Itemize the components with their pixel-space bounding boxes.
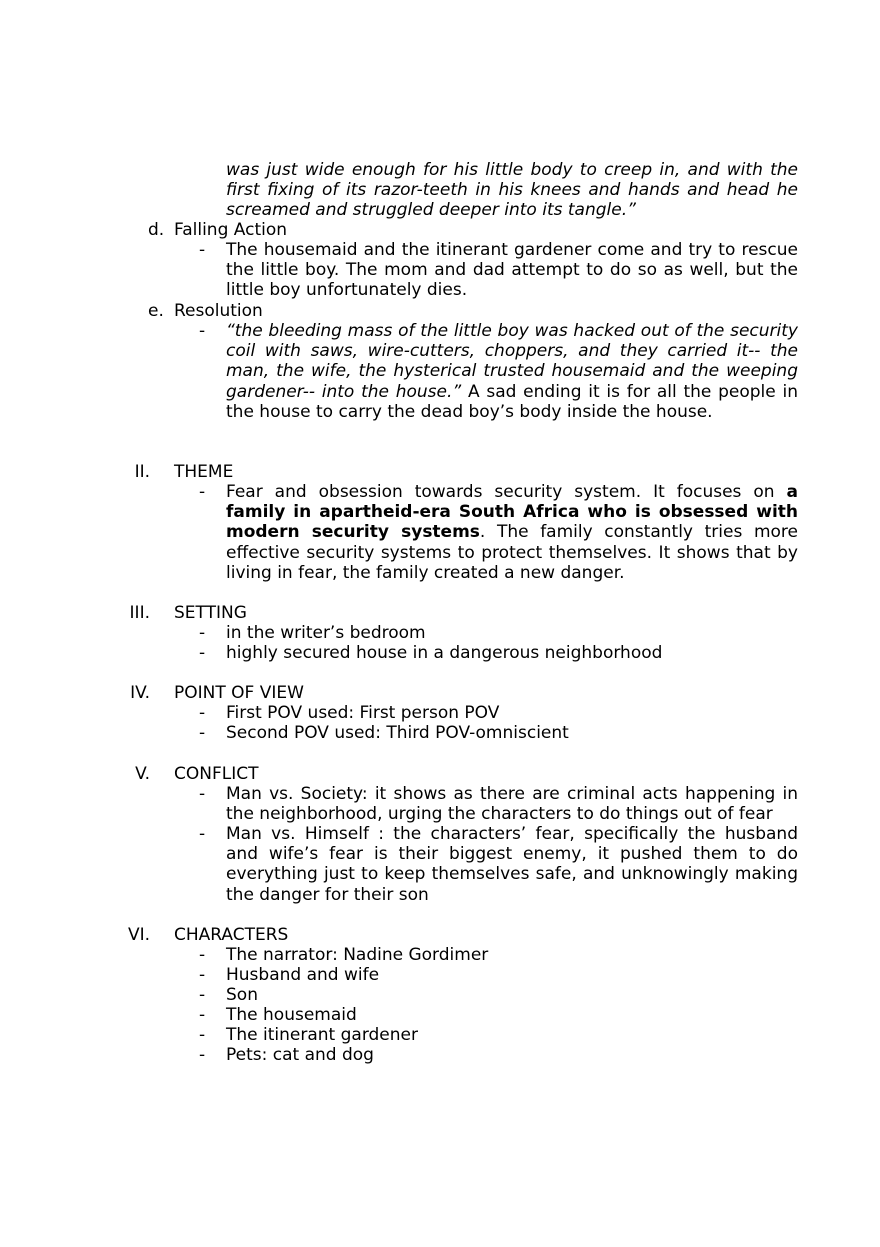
- bullet-dash: -: [199, 1025, 206, 1045]
- theme-post: . The family constantly tries more effective security systems to protect themselves. It shows that by living in fear, the family created a new danger.: [226, 522, 798, 583]
- character-item: The itinerant gardener: [226, 1025, 418, 1045]
- character-item: The narrator: Nadine Gordimer: [226, 945, 489, 965]
- pov-heading: POINT OF VIEW: [174, 683, 304, 703]
- theme-bold: a family in apartheid-era South Africa who is obsessed with modern security systems: [226, 482, 798, 543]
- setting-numeral: III.: [129, 603, 150, 623]
- bullet-dash: -: [199, 723, 206, 743]
- setting-heading: SETTING: [174, 603, 247, 623]
- pov-numeral: IV.: [130, 683, 150, 703]
- conflict-heading: CONFLICT: [174, 764, 259, 784]
- character-item: The housemaid: [226, 1005, 357, 1025]
- bullet-dash: -: [199, 482, 206, 502]
- falling-action-label: Falling Action: [174, 220, 288, 240]
- conflict-numeral: V.: [135, 764, 150, 784]
- character-item: Pets: cat and dog: [226, 1045, 374, 1065]
- bullet-dash: -: [199, 945, 206, 965]
- bullet-dash: -: [199, 985, 206, 1005]
- conflict-item: Man vs. Society: it shows as there are criminal acts happening in the neighborhood, urging the characters to do things out of fear: [226, 784, 798, 825]
- bullet-dash: -: [199, 643, 206, 663]
- bullet-dash: -: [199, 1045, 206, 1065]
- falling-action-text: The housemaid and the itinerant gardener come and try to rescue the little boy. The mom and dad attempt to do so as well, but the little boy unfortunately dies.: [226, 240, 798, 301]
- bullet-dash: -: [199, 703, 206, 723]
- falling-action-marker: d.: [148, 220, 165, 240]
- resolution-label: Resolution: [174, 301, 263, 321]
- character-item: Son: [226, 985, 258, 1005]
- continuation-quote: was just wide enough for his little body to creep in, and with the first fixing of its razor-teeth in his knees and hands and head he screamed and struggled deeper into its tangle.”: [226, 160, 798, 221]
- bullet-dash: -: [199, 1005, 206, 1025]
- resolution-marker: e.: [148, 301, 164, 321]
- bullet-dash: -: [199, 623, 206, 643]
- conflict-item: Man vs. Himself : the characters’ fear, specifically the husband and wife’s fear is their biggest enemy, it pushed them to do everything just to keep themselves safe, and unknowingly making the danger for their son: [226, 824, 798, 905]
- bullet-dash: -: [199, 824, 206, 844]
- resolution-text: [226, 321, 798, 422]
- bullet-dash: -: [199, 784, 206, 804]
- character-item: Husband and wife: [226, 965, 380, 985]
- theme-heading: THEME: [174, 462, 234, 482]
- resolution-comment: A sad ending it is for all the people in the house to carry the dead boy’s body inside the house.: [226, 381, 798, 422]
- pov-item: First POV used: First person POV: [226, 703, 500, 723]
- setting-item: highly secured house in a dangerous neighborhood: [226, 643, 663, 663]
- characters-heading: CHARACTERS: [174, 925, 289, 945]
- characters-numeral: VI.: [127, 925, 150, 945]
- bullet-dash: -: [199, 240, 206, 260]
- pov-item: Second POV used: Third POV-omniscient: [226, 723, 569, 743]
- bullet-dash: -: [199, 321, 206, 341]
- theme-text: [226, 482, 798, 583]
- bullet-dash: -: [199, 965, 206, 985]
- resolution-quote: “the bleeding mass of the little boy was hacked out of the security coil with saws, wire-cutters, choppers, and they carried it-- the man, the wife, the hysterical trusted housemaid and the weeping gardener-- into the house.”: [226, 321, 798, 402]
- theme-pre: Fear and obsession towards security system. It focuses on: [226, 482, 787, 502]
- theme-numeral: II.: [134, 462, 150, 482]
- setting-item: in the writer’s bedroom: [226, 623, 426, 643]
